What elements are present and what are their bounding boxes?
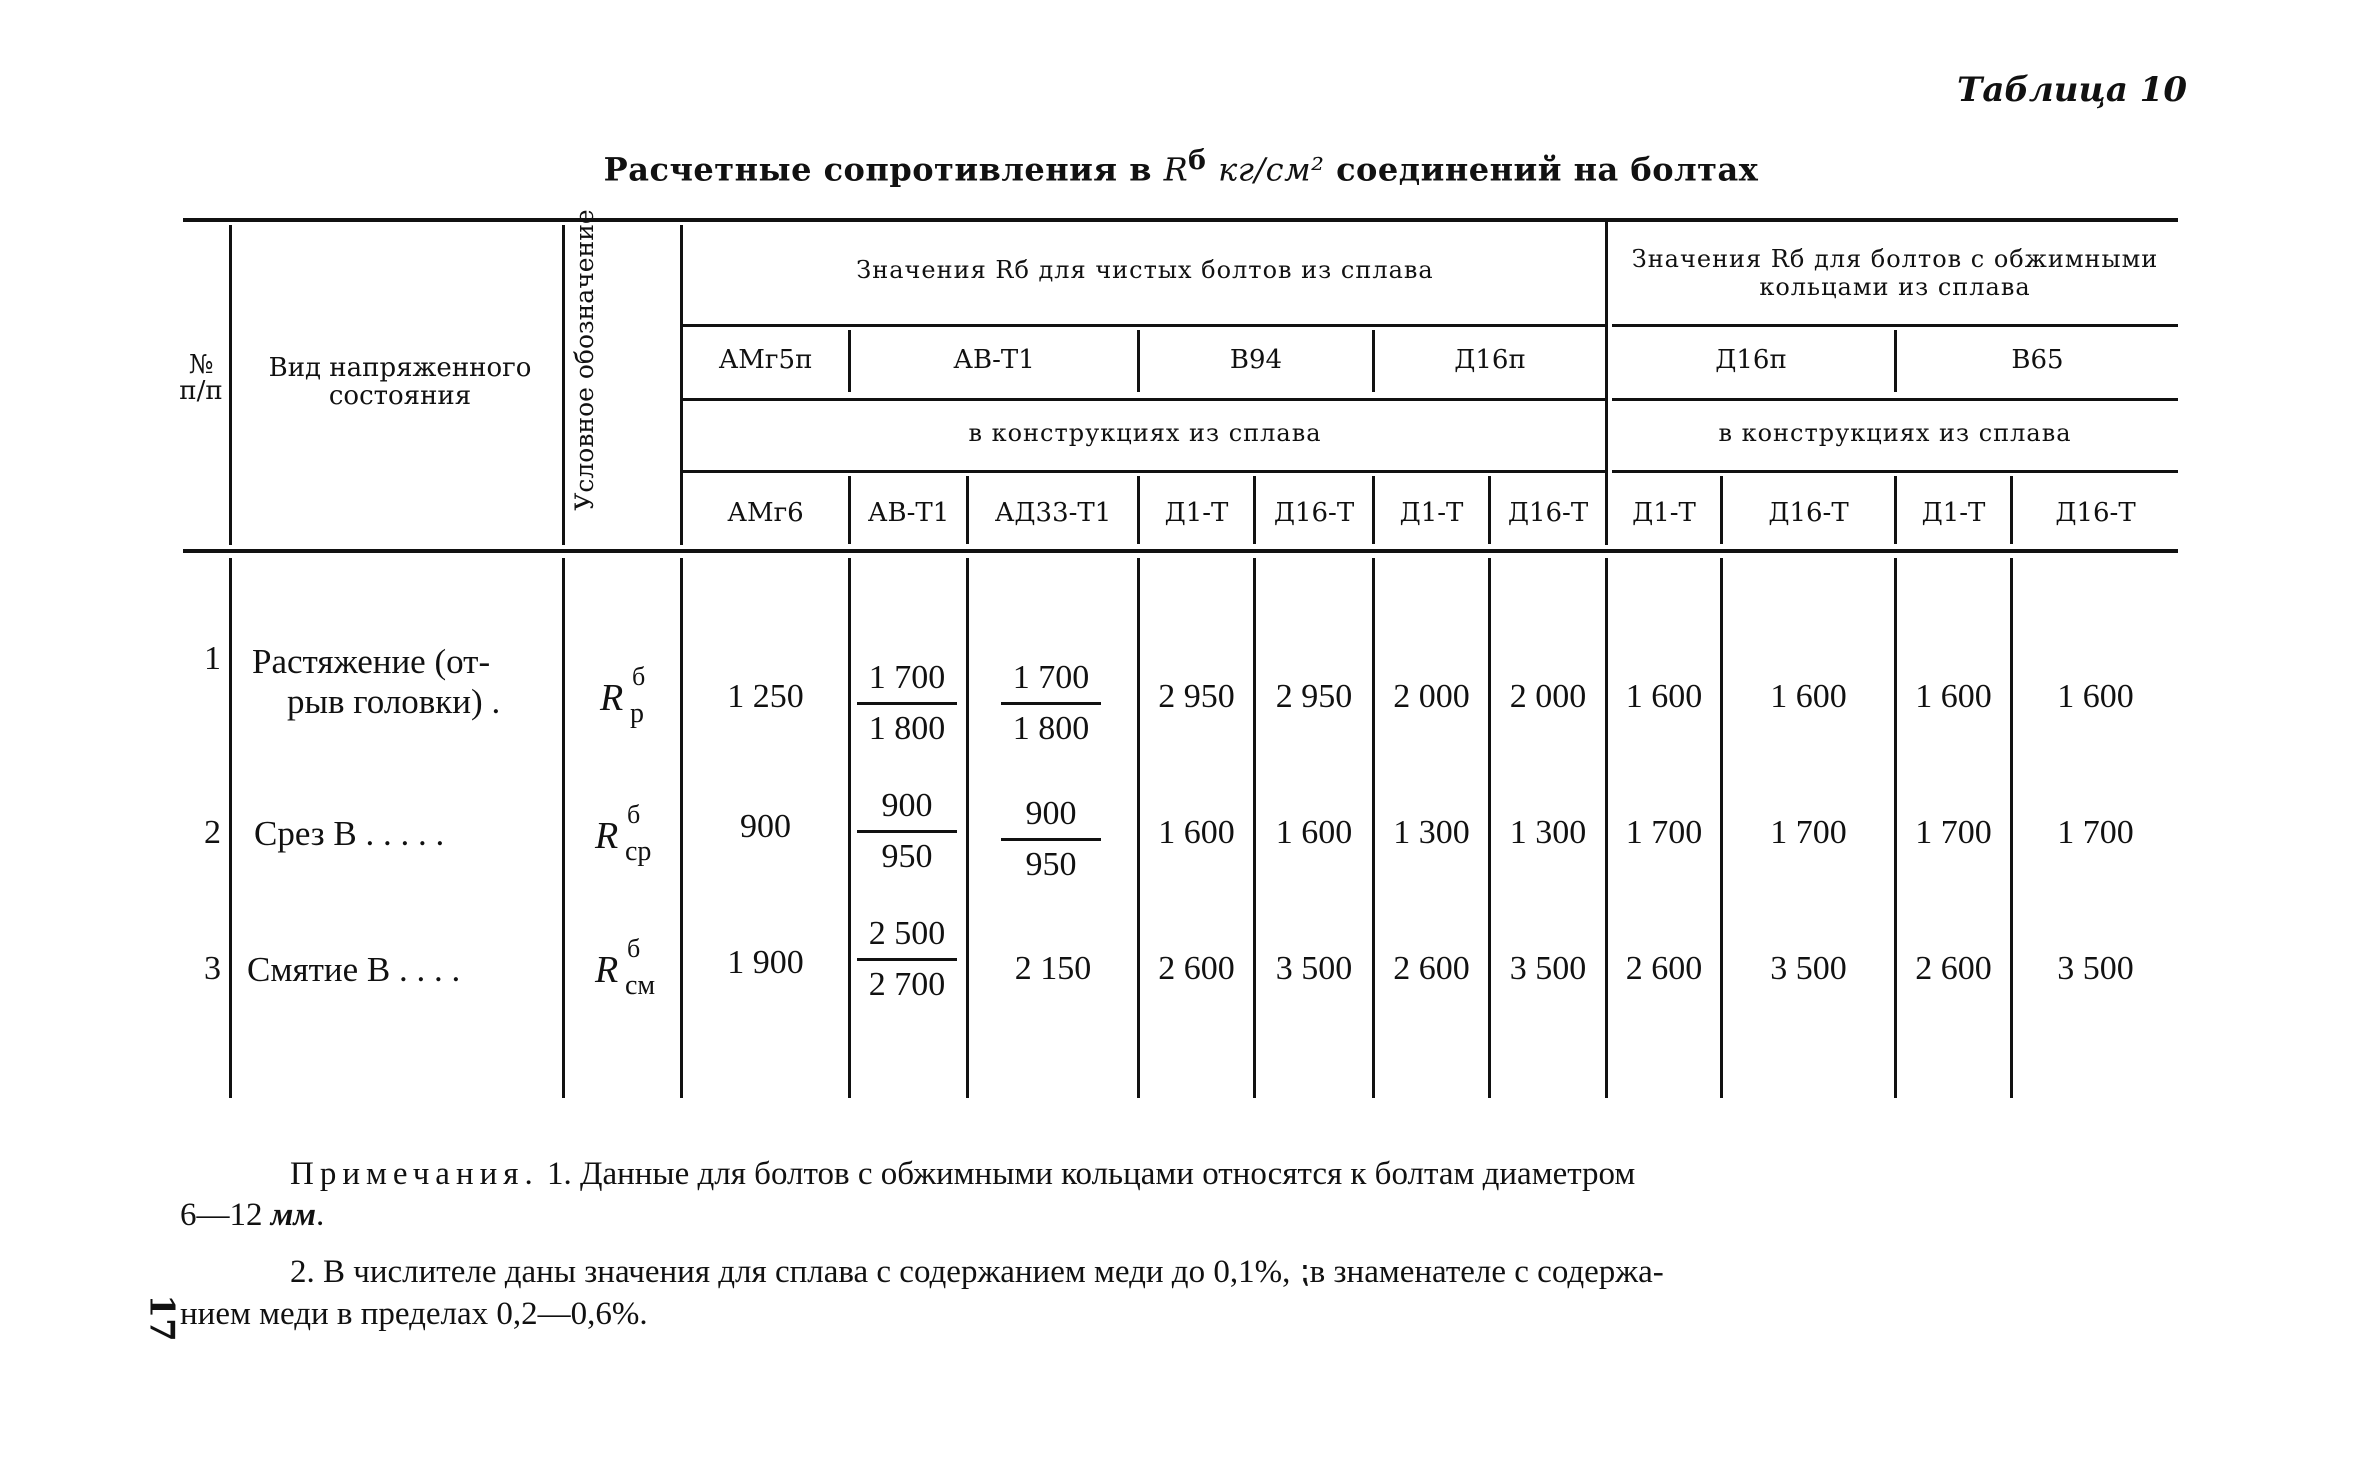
row-3-value-9: 3 500 [1770,950,1847,987]
note-1-line-1 [290,1152,1635,1196]
row-3-value-6: 2 600 [1393,950,1470,987]
table-number: Таблица 10 [1957,70,2187,110]
page-number-margin: 17 [141,1294,182,1342]
row-2-number: 2 [204,814,221,851]
row-3-symbol-sub: см [625,970,656,1001]
row-1-value-7: 2 000 [1509,678,1587,715]
sub-alloy-1: АМг6 [727,498,804,528]
vrule-body-5 [966,558,969,1098]
row-2-fraction-2 [857,782,957,881]
row-1-name-line-2: рыв головки) . [287,682,501,721]
header-group-ring: Значения Rб для болтов с обжимными кольцами из сплава [1631,245,2159,301]
row-1-numerator-2: 1 700 [868,659,946,696]
row-2-symbol-sup: б [627,800,641,829]
row-1-numerator-3: 1 700 [1012,659,1090,696]
sub-alloy-10: Д1-Т [1921,498,1986,528]
row-1-value-6: 2 000 [1393,678,1470,715]
rule-under-group-ring [1612,324,2178,327]
row-2-symbol [595,800,652,867]
table-top-rule [183,218,2178,222]
row-1-value-10: 1 600 [1915,678,1992,715]
note-1-unit: мм [270,1197,316,1233]
row-2-symbol-base: R [595,815,619,857]
row-1-denominator-2: 1 800 [868,710,946,747]
sub-alloy-2: АВ-Т1 [867,498,950,528]
row-3-value-1: 1 900 [727,944,804,981]
sub-alloy-5: Д16-Т [1273,498,1355,528]
row-3-value-11: 3 500 [2057,950,2134,987]
bolt-alloy-3: В94 [1229,345,1283,375]
note-1-line-2 [180,1193,324,1237]
rule-under-constructions-clean [683,470,1607,473]
vrule-header-2 [562,225,565,545]
row-1-value-9: 1 600 [1770,678,1847,715]
notes-heading: Примечания. [290,1156,539,1192]
row-2-symbol-sub: ср [625,836,652,867]
row-2-denominator-3: 950 [1025,846,1077,883]
caption-unit: кг/см² [1218,150,1325,189]
row-2-fraction-3 [1001,790,1101,889]
bolt-alloy-4: Д16п [1454,345,1526,375]
row-3-fraction-2 [857,910,957,1009]
row-1-value-4: 2 950 [1158,678,1235,715]
sub-alloy-9: Д16-Т [1768,498,1849,528]
row-2-value-5: 1 600 [1275,814,1353,851]
row-3-numerator-2: 2 500 [868,915,946,952]
row-1-symbol [600,662,646,729]
note-1-end: 6—12 [180,1197,271,1233]
row-2-value-11: 1 700 [2057,814,2134,851]
bolt-alloy-2: АВ-Т1 [953,345,1035,375]
row-3-value-7: 3 500 [1509,950,1587,987]
caption-variable: R [1163,150,1189,189]
rule-under-bolt-alloys-clean [683,398,1607,401]
sub-alloy-11: Д16-Т [2055,498,2136,528]
row-3-symbol [595,934,656,1001]
row-2-numerator-3: 900 [1025,795,1077,832]
row-3-denominator-2: 2 700 [868,966,946,1003]
vrule-body-1 [229,558,232,1098]
row-2-value-9: 1 700 [1770,814,1847,851]
row-3-value-4: 2 600 [1158,950,1235,987]
bolt-alloy-6: В65 [2011,345,2064,375]
row-2-value-4: 1 600 [1158,814,1235,851]
row-1-value-5: 2 950 [1275,678,1353,715]
header-bottom-rule [183,549,2178,553]
row-2-value-10: 1 700 [1915,814,1992,851]
note-1-tail: . [315,1197,325,1233]
row-2-name: Срез В . . . . . [254,814,445,853]
constructions-label-clean: в конструкциях из сплава [968,419,1322,447]
row-3-symbol-base: R [595,949,619,991]
row-3-number: 3 [204,950,221,987]
note-1-text: 1. Данные для болтов с обжимными кольцами относятся к болтам диаметром [538,1156,1636,1192]
row-1-symbol-sup: б [632,662,646,691]
note-2-line-1: 2. В числителе даны значения для сплава с содержанием меди до 0,1%, ⁏в знаменателе с содержа- [290,1254,1664,1290]
row-3-value-8: 2 600 [1625,950,1703,987]
vrule-body-4 [848,558,851,1098]
caption-superscript: б [1188,145,1207,176]
row-2-numerator-2: 900 [881,787,933,824]
sub-alloy-7: Д16-Т [1507,498,1589,528]
rule-under-bolt-alloys-ring [1612,398,2178,401]
row-2-value-1: 900 [740,808,791,845]
caption-text-after: соединений на болтах [1324,150,1759,189]
note-2-line-2: нием меди в пределах 0,2—0,6%. [180,1296,648,1332]
row-2-value-6: 1 300 [1393,814,1470,851]
row-3-value-3: 2 150 [1014,950,1092,987]
row-3-symbol-sup: б [627,934,641,963]
sub-alloy-4: Д1-Т [1164,498,1229,528]
header-group-clean: Значения Rб для чистых болтов из сплава [856,256,1434,284]
header-col-number: № п/п [179,350,223,406]
rule-under-constructions-ring [1612,470,2178,473]
vrule-body-2 [562,558,565,1098]
row-3-name: Смятие В . . . . [247,950,461,989]
sub-alloy-8: Д1-Т [1632,498,1696,528]
row-2-value-8: 1 700 [1625,814,1703,851]
row-1-fraction-2 [857,654,957,753]
sub-alloy-6: Д1-Т [1399,498,1464,528]
header-col-stress: Вид напряженного состояния [268,353,532,411]
row-1-number: 1 [204,640,221,677]
row-1-denominator-3: 1 800 [1012,710,1090,747]
row-1-symbol-base: R [600,677,624,719]
row-1-value-11: 1 600 [2057,678,2134,715]
row-3-value-10: 2 600 [1915,950,1992,987]
table-caption [0,145,2362,189]
constructions-label-ring: в конструкциях из сплава [1718,419,2072,447]
caption-text-before: Расчетные сопротивления в [603,150,1164,189]
bolt-alloy-5: Д16п [1715,345,1787,375]
row-2-value-7: 1 300 [1509,814,1587,851]
bolt-alloy-1: АМг5п [718,345,813,375]
row-1-value-8: 1 600 [1625,678,1703,715]
row-1-name-line-1: Растяжение (от- [252,642,491,681]
row-1-symbol-sub: р [630,698,644,729]
row-1-value-1: 1 250 [727,678,804,715]
sub-alloy-3: АД33-Т1 [994,498,1112,528]
row-3-value-5: 3 500 [1275,950,1353,987]
row-1-fraction-3 [1001,654,1101,753]
header-col-symbol: Условное обозначение [570,209,599,511]
row-2-denominator-2: 950 [881,838,933,875]
rule-under-group-clean [683,324,1607,327]
